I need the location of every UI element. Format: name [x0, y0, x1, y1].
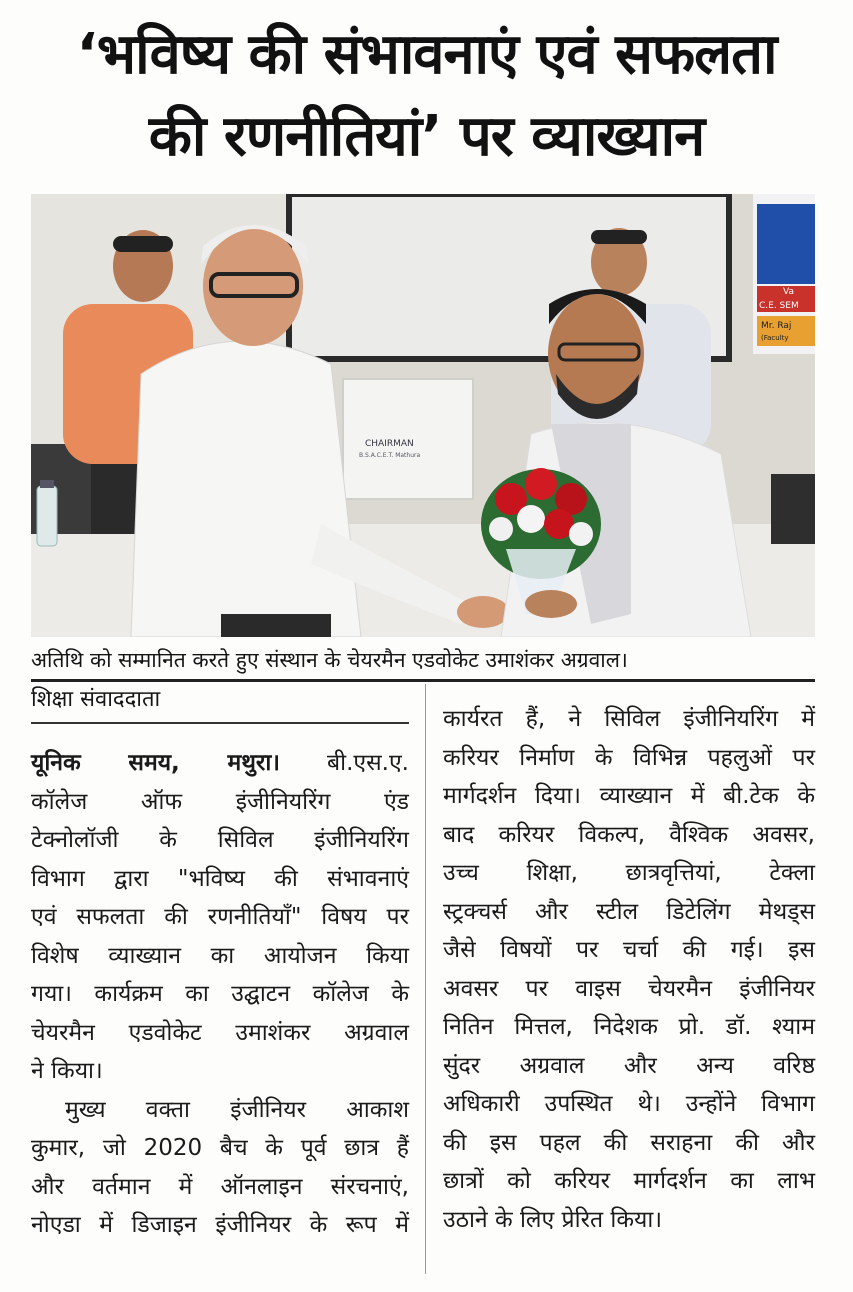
- text-line: उच्च शिक्षा, छात्रवृत्तियां, टेक्ला: [443, 860, 815, 886]
- article-column-2: [443, 700, 815, 1239]
- text-line: कार्यरत हैं, ने सिविल इंजीनियरिंग में: [443, 706, 815, 732]
- article-column-1: [31, 744, 409, 1245]
- byline-rule: [31, 722, 409, 724]
- headline: [20, 14, 833, 178]
- chair-right: [771, 474, 815, 544]
- podium-text-2: B.S.A.C.E.T. Mathura: [359, 452, 421, 459]
- text-line: छात्रों को करियर मार्गदर्शन का लाभ: [443, 1168, 815, 1194]
- text-fragment: बी.एस.ए.: [280, 750, 409, 776]
- text-line: चेयरमैन एडवोकेट उमाशंकर अग्रवाल: [31, 1019, 409, 1046]
- column-divider: [425, 684, 426, 1274]
- text-line: बाद करियर विकल्प, वैश्विक अवसर,: [443, 821, 815, 848]
- podium-text-1: CHAIRMAN: [365, 439, 414, 449]
- caption-rule: [31, 679, 815, 682]
- banner-text-3: Mr. Raj: [761, 321, 792, 331]
- text-line: नितिन मित्तल, निदेशक प्रो. डॉ. श्याम: [443, 1014, 815, 1040]
- dateline: यूनिक समय, मथुरा।: [31, 750, 280, 776]
- text-line: अवसर पर वाइस चेयरमैन इंजीनियर: [443, 975, 815, 1002]
- text-line: नोएडा में डिजाइन इंजीनियर के रूप में: [31, 1212, 409, 1238]
- text-line: विशेष व्याख्यान का आयोजन किया: [31, 942, 409, 969]
- text-line: की इस पहल की सराहना की और: [443, 1129, 815, 1156]
- headline-line-1: ‘भविष्य की संभावनाएं एवं सफलता: [76, 22, 777, 87]
- text-line: अधिकारी उपस्थित थे। उन्होंने विभाग: [443, 1091, 815, 1117]
- text-line: ने किया।: [31, 1058, 103, 1084]
- text-line: करियर निर्माण के विभिन्न पहलुओं पर: [443, 744, 815, 771]
- photo-caption: अतिथि को सम्मानित करते हुए संस्थान के चेयरमैन एडवोकेट उमाशंकर अग्रवाल।: [31, 648, 628, 672]
- photo-illustration: [31, 194, 815, 637]
- text-line: कॉलेज ऑफ इंजीनियरिंग एंड: [31, 788, 409, 815]
- headline-line-2: की रणनीतियां’ पर व्याख्यान: [148, 104, 705, 169]
- text-line: मार्गदर्शन दिया। व्याख्यान में बी.टेक के: [443, 783, 815, 809]
- text-line: स्ट्रक्चर्स और स्टील डिटेलिंग मेथड्स: [443, 898, 815, 925]
- text-line: सुंदर अग्रवाल और अन्य वरिष्ठ: [443, 1052, 815, 1079]
- text-line: जैसे विषयों पर चर्चा की गई। इस: [443, 937, 815, 963]
- banner-text-4: (Faculty: [761, 334, 789, 342]
- banner-text-2: C.E. SEM: [759, 301, 799, 311]
- water-bottle: [37, 486, 57, 546]
- text-line: विभाग द्वारा "भविष्य की संभावनाएं: [31, 865, 409, 892]
- text-line: और वर्तमान में ऑनलाइन संरचनाएं,: [31, 1173, 409, 1200]
- news-photo: [31, 194, 815, 637]
- text-line: टेक्नोलॉजी के सिविल इंजीनियरिंग: [31, 827, 409, 853]
- byline: शिक्षा संवाददाता: [31, 687, 161, 712]
- text-line: उठाने के लिए प्रेरित किया।: [443, 1206, 663, 1233]
- text-line: कुमार, जो 2020 बैच के पूर्व छात्र हैं: [31, 1135, 409, 1161]
- text-line: एवं सफलता की रणनीतियाँ" विषय पर: [31, 904, 409, 930]
- banner-text-1: Va: [783, 287, 794, 297]
- text-line: गया। कार्यक्रम का उद्घाटन कॉलेज के: [31, 981, 409, 1007]
- text-line: [31, 744, 409, 783]
- text-line: मुख्य वक्ता इंजीनियर आकाश: [65, 1096, 409, 1123]
